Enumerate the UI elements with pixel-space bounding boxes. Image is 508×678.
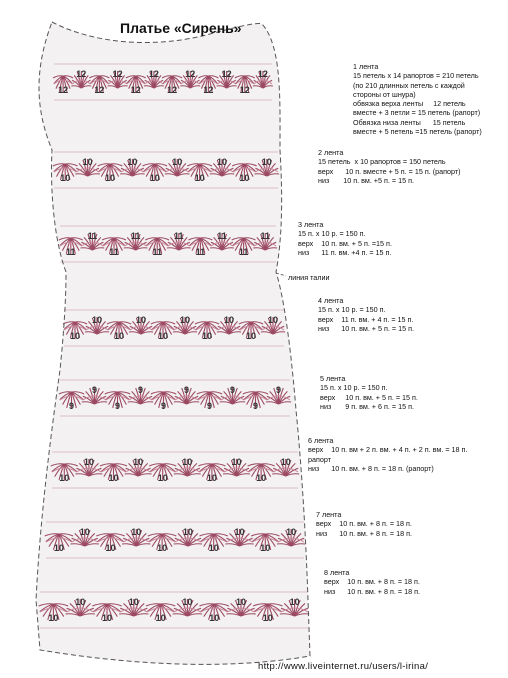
repeat-count: 10 <box>113 331 125 341</box>
repeat-count: 10 <box>172 157 183 167</box>
repeat-count: 12 <box>112 69 123 79</box>
repeat-count: 10 <box>286 527 297 537</box>
repeat-count: 10 <box>135 315 147 325</box>
note-band-4 <box>318 296 414 333</box>
repeat-count: 12 <box>94 85 105 95</box>
repeat-count: 11 <box>130 231 141 241</box>
repeat-count: 9 <box>114 401 121 411</box>
repeat-count: 11 <box>152 247 162 257</box>
repeat-count: 10 <box>245 331 257 341</box>
repeat-count: 10 <box>267 315 279 325</box>
note-line: 15 п. х 10 р. = 150 п. <box>298 229 366 239</box>
note-band-3 <box>298 220 392 257</box>
repeat-count: 10 <box>48 613 59 623</box>
repeat-count: 9 <box>252 401 259 411</box>
note-line: 1 лента <box>353 62 379 71</box>
repeat-count: 10 <box>208 543 219 553</box>
repeat-count: 10 <box>182 527 193 537</box>
note-line: 15 п. х 10 р. = 150 п. <box>318 305 386 315</box>
repeat-count: 10 <box>53 543 64 553</box>
note-line: низ 10 п. вм. +5 п. = 15 п. <box>318 175 414 185</box>
repeat-count: 10 <box>209 613 220 623</box>
repeat-count: 10 <box>101 613 113 623</box>
repeat-count: 10 <box>91 315 103 325</box>
repeat-count: 10 <box>182 597 193 607</box>
repeat-count: 9 <box>275 385 282 395</box>
repeat-count: 10 <box>206 473 217 483</box>
repeat-count: 10 <box>194 173 205 183</box>
note-line: 5 лента <box>320 374 346 383</box>
note-line: 4 лента <box>318 296 344 305</box>
repeat-count: 10 <box>261 157 272 167</box>
repeat-count: 10 <box>75 597 86 607</box>
repeat-count: 10 <box>157 543 168 553</box>
note-line: верх 10 п. вместе + 5 п. = 15 п. (рапорт) <box>318 166 461 176</box>
repeat-count: 12 <box>239 85 250 95</box>
repeat-count: 10 <box>127 157 138 167</box>
repeat-count: 10 <box>234 527 245 537</box>
repeat-count: 10 <box>239 173 250 183</box>
repeat-count: 10 <box>108 473 119 483</box>
repeat-count: 10 <box>289 597 300 607</box>
repeat-count: 9 <box>229 385 236 395</box>
repeat-count: 10 <box>60 173 71 183</box>
repeat-count: 12 <box>76 69 87 79</box>
repeat-count: 10 <box>231 457 242 467</box>
repeat-count: 9 <box>68 401 75 411</box>
repeat-count: 10 <box>157 331 169 341</box>
repeat-count: 10 <box>182 457 193 467</box>
repeat-count: 12 <box>167 85 178 95</box>
note-band-8 <box>324 568 420 596</box>
dress-body <box>36 22 310 664</box>
note-line: верх 11 п. вм. + 4 п. = 15 п. <box>318 314 414 324</box>
dress-silhouette <box>36 22 310 664</box>
repeat-count: 9 <box>160 401 167 411</box>
repeat-count: 10 <box>104 173 116 183</box>
waist-line-pointer <box>276 273 286 276</box>
note-line: 8 лента <box>324 568 350 577</box>
repeat-count: 10 <box>260 543 271 553</box>
repeat-count: 10 <box>262 613 273 623</box>
repeat-count: 11 <box>109 247 119 257</box>
repeat-count: 12 <box>130 85 141 95</box>
repeat-count: 10 <box>216 157 228 167</box>
repeat-count: 10 <box>149 173 160 183</box>
note-line: 3 лента <box>298 220 324 229</box>
note-line: низ 10 п. вм. + 8 п. = 18 п. <box>316 528 412 538</box>
repeat-count: 12 <box>221 69 232 79</box>
note-line: 2 лента <box>318 148 344 157</box>
note-line: вместе + 5 петель =15 петель (рапорт) <box>353 127 482 137</box>
repeat-count: 9 <box>206 401 213 411</box>
note-line: низ 9 п. вм. + 6 п. = 15 п. <box>320 401 414 411</box>
repeat-count: 12 <box>58 85 69 95</box>
note-line: низ 10 п. вм. + 5 п. = 15 п. <box>318 323 414 333</box>
note-line: 15 петель х 14 рапортов = 210 петель <box>353 71 479 81</box>
note-band-2 <box>318 148 461 185</box>
repeat-count: 10 <box>157 473 168 483</box>
repeat-count: 10 <box>133 457 144 467</box>
repeat-count: 10 <box>201 331 213 341</box>
note-line: верх 10 п. вм. + 5 п. =15 п. <box>298 238 392 248</box>
repeat-count: 10 <box>79 527 90 537</box>
note-line: 7 лента <box>316 510 342 519</box>
repeat-count: 11 <box>66 247 76 257</box>
repeat-count: 9 <box>91 385 98 395</box>
repeat-count: 12 <box>185 69 196 79</box>
page-title: Платье «Сирень» <box>120 20 242 36</box>
repeat-count: 10 <box>256 473 267 483</box>
note-line: верх 10 п. вм. + 5 п. = 15 п. <box>320 392 418 402</box>
repeat-count: 12 <box>257 69 268 79</box>
repeat-count: 11 <box>87 231 98 241</box>
repeat-count: 10 <box>131 527 142 537</box>
repeat-count: 10 <box>105 543 116 553</box>
repeat-count: 9 <box>183 385 190 395</box>
waist-line-label: линия талии <box>288 273 330 282</box>
note-band-6 <box>308 436 467 473</box>
note-line: обвязка верха ленты 12 петель <box>353 99 466 109</box>
note-line: 15 п. х 10 р. = 150 п. <box>320 383 388 393</box>
repeat-count: 11 <box>260 231 270 241</box>
repeat-count: 10 <box>59 473 70 483</box>
note-line: 6 лента <box>308 436 334 445</box>
note-line: низ 10 п. вм. + 8 п. = 18 п. <box>324 586 420 596</box>
source-url: http://www.liveinternet.ru/users/l-irina/ <box>258 661 429 672</box>
repeat-count: 11 <box>195 247 206 257</box>
note-line: Обвязка низа ленты 15 петель <box>353 117 466 127</box>
repeat-count: 11 <box>217 231 227 241</box>
repeat-count: 11 <box>174 231 184 241</box>
repeat-count: 10 <box>69 331 81 341</box>
repeat-count: 10 <box>280 457 291 467</box>
repeat-count: 10 <box>128 597 139 607</box>
repeat-count: 11 <box>238 247 249 257</box>
note-line: низ 10 п. вм. + 8 п. = 18 п. (рапорт) <box>308 463 434 473</box>
repeat-count: 12 <box>148 69 159 79</box>
repeat-count: 10 <box>155 613 166 623</box>
note-band-7 <box>316 510 412 538</box>
note-line: вместе + 3 петли = 15 петель (рапорт) <box>353 108 481 118</box>
note-line: низ 11 п. вм. +4 п. = 15 п. <box>298 247 392 257</box>
repeat-count: 12 <box>203 85 214 95</box>
repeat-count: 10 <box>235 597 247 607</box>
repeat-count: 10 <box>82 157 93 167</box>
note-line: верх 10 п. вм + 2 п. вм. + 4 п. + 2 п. вм. = 18 п. <box>308 445 468 455</box>
note-line: верх 10 п. вм. + 8 п. = 18 п. <box>324 577 420 587</box>
note-line: 15 петель х 10 рапортов = 150 петель <box>318 157 446 167</box>
note-line: рапорт <box>308 454 332 464</box>
note-band-1 <box>353 62 482 136</box>
repeat-count: 10 <box>179 315 191 325</box>
note-band-5 <box>320 374 418 411</box>
note-line: (по 210 длинных петель с каждой <box>353 80 465 90</box>
repeat-count: 9 <box>137 385 144 395</box>
repeat-count: 10 <box>83 457 94 467</box>
repeat-count: 10 <box>223 315 235 325</box>
note-line: стороны от шнура) <box>353 89 416 99</box>
note-line: верх 10 п. вм. + 8 п. = 18 п. <box>316 519 412 529</box>
